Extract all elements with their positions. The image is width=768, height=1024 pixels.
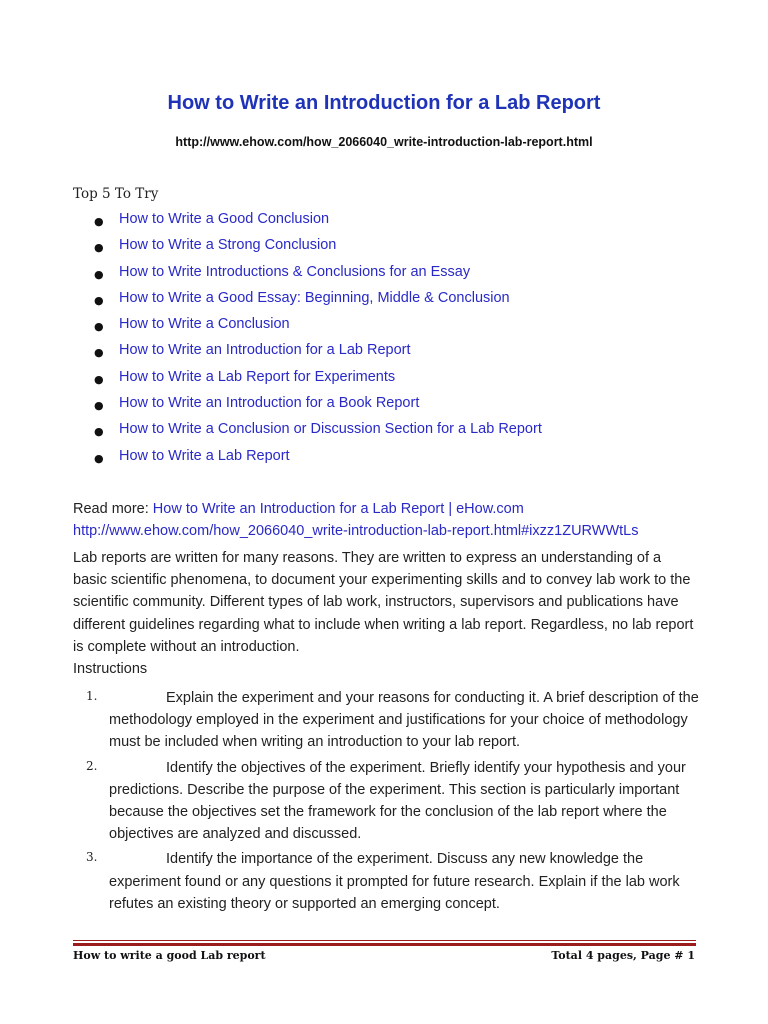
top5-link[interactable]: How to Write an Introduction for a Book Report bbox=[119, 395, 420, 412]
bullet-icon: ● bbox=[94, 215, 104, 228]
instruction-step bbox=[0, 687, 768, 754]
page-title: How to Write an Introduction for a Lab Report bbox=[167, 92, 601, 114]
step-number: 2. bbox=[86, 758, 98, 773]
step-number: 3. bbox=[86, 850, 98, 865]
bullet-icon: ● bbox=[94, 267, 104, 281]
instruction-step bbox=[0, 757, 768, 846]
step-text: Explain the experiment and your reasons for conducting it. A brief description of the methodology employed in the experiment and justifications for your choice of methodology must be included when writing an introduction to your lab report. bbox=[109, 690, 699, 751]
read-more-line bbox=[73, 501, 524, 517]
footer-divider-thick bbox=[73, 943, 696, 946]
instruction-step bbox=[0, 848, 768, 915]
top5-heading: Top 5 To Try bbox=[73, 186, 159, 202]
step-text: Identify the importance of the experiment. Discuss any new knowledge the experiment found or any questions it prompted for future research. Explain if the lab work refutes an existing theory or supported an emerging concept. bbox=[109, 851, 680, 912]
source-url: http://www.ehow.com/how_2066040_write-introduction-lab-report.html bbox=[175, 135, 593, 149]
top5-link[interactable]: How to Write a Conclusion bbox=[119, 316, 290, 333]
bullet-icon: ● bbox=[94, 241, 104, 255]
bullet-icon: ● bbox=[94, 346, 104, 360]
bullet-icon: ● bbox=[94, 425, 104, 439]
intro-paragraph: Lab reports are written for many reasons. They are written to express an understanding of a basic scientific phenomena, to document your experimenting skills and to convey lab work to the scientific community. Different types of lab work, instructors, supervisors and publications have different guidelines regarding what to include when writing a lab report. Regardless, no lab report is complete without an introduction. bbox=[73, 550, 694, 655]
step-text: Identify the objectives of the experiment. Briefly identify your hypothesis and your predictions. Describe the purpose of the experiment. This section is particularly important because the objectives set the framework for the conclusion of the lab report where the objectives are analyzed and discussed. bbox=[109, 759, 686, 843]
instructions-list bbox=[0, 687, 768, 915]
bullet-icon: ● bbox=[94, 372, 104, 386]
bullet-icon: ● bbox=[94, 320, 104, 334]
top5-link[interactable]: How to Write a Lab Report bbox=[119, 447, 290, 464]
read-more-link[interactable]: How to Write an Introduction for a Lab Report | eHow.com bbox=[152, 501, 524, 517]
top5-link[interactable]: How to Write a Good Conclusion bbox=[119, 211, 330, 227]
top5-link[interactable]: How to Write a Lab Report for Experiments bbox=[119, 368, 396, 385]
top5-link[interactable]: How to Write a Good Essay: Beginning, Middle & Conclusion bbox=[119, 289, 510, 306]
step-number: 1. bbox=[86, 689, 98, 703]
top5-link[interactable]: How to Write an Introduction for a Lab Report bbox=[119, 342, 411, 359]
read-more-url-link[interactable]: http://www.ehow.com/how_2066040_write-introduction-lab-report.html#ixzz1ZURWWtLs bbox=[73, 523, 639, 539]
read-more-prefix: Read more: bbox=[73, 501, 153, 517]
top5-link[interactable]: How to Write Introductions & Conclusions for an Essay bbox=[119, 263, 471, 280]
bullet-icon: ● bbox=[94, 451, 104, 465]
instructions-heading: Instructions bbox=[73, 661, 148, 677]
top5-link[interactable]: How to Write a Strong Conclusion bbox=[119, 237, 337, 254]
bullet-icon: ● bbox=[94, 293, 104, 307]
page-count: Total 4 pages, Page # 1 bbox=[551, 949, 695, 962]
footer-divider bbox=[73, 940, 696, 941]
footer-title: How to write a good Lab report bbox=[73, 949, 266, 962]
top5-link[interactable]: How to Write a Conclusion or Discussion Section for a Lab Report bbox=[119, 421, 542, 438]
bullet-icon: ● bbox=[94, 399, 104, 413]
